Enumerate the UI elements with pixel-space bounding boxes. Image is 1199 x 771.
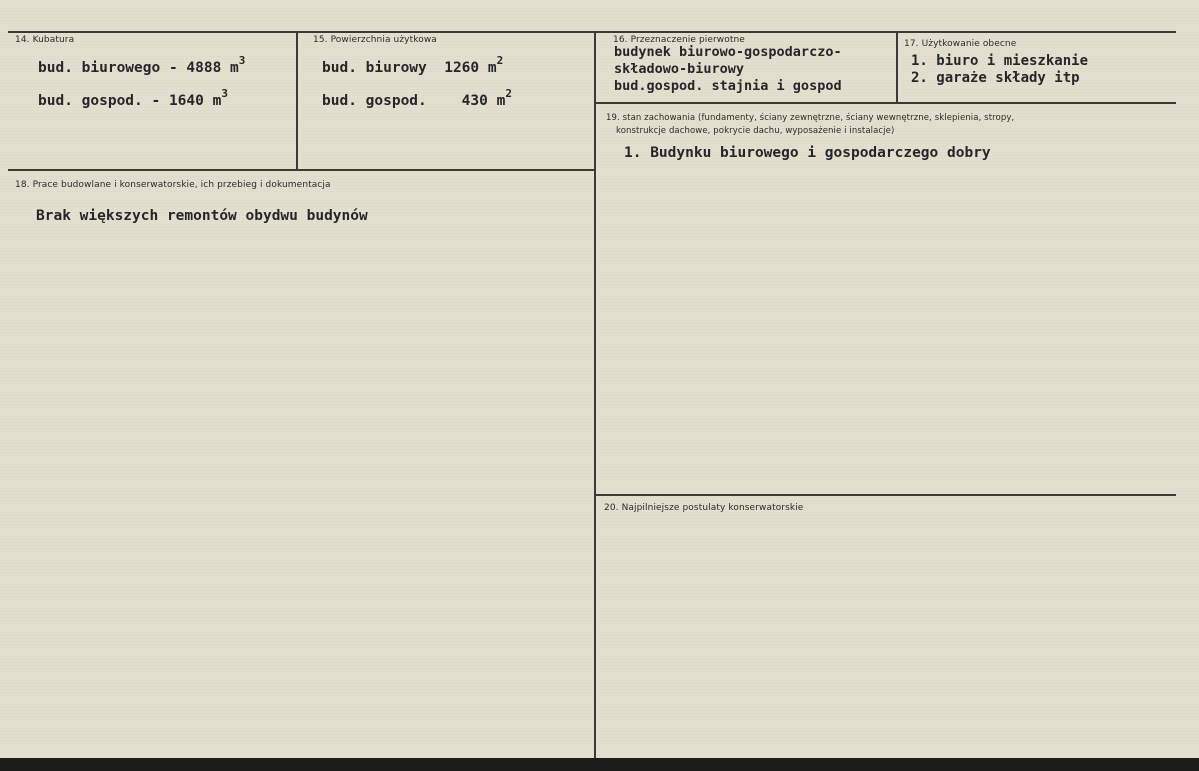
field17-line1: 1. biuro i mieszkanie [911,53,1089,69]
field14-15-divider [296,31,298,169]
field16-17-bottom-line [596,102,1176,104]
field19-label-line2: konstrukcje dachowe, pokrycie dachu, wyposażenie i instalacje) [616,126,895,136]
field16-17-divider [896,31,898,102]
field16-label: 16. Przeznaczenie pierwotne [613,35,745,45]
field14-line1: bud. biurowego - 4888 $m^3$ [38,54,246,76]
row1-bottom-line [8,169,596,171]
scan-edge [0,758,1199,771]
main-column-divider [594,31,596,758]
field14-label: 14. Kubatura [15,35,75,45]
field18-text: Brak większych remontów obydwu budynów [36,208,368,224]
field20-label: 20. Najpilniejsze postulaty konserwatorskie [604,503,804,513]
field15-line2: bud. gospod. 430 $m^2$ [322,87,512,109]
field19-text: 1. Budynku biurowego i gospodarczego dobry [624,145,991,161]
field17-label: 17. Użytkowanie obecne [904,39,1017,49]
field18-label: 18. Prace budowlane i konserwatorskie, ich przebieg i dokumentacja [15,180,331,190]
field17-line2: 2. garaże składy itp [911,70,1080,86]
top-border-line [8,31,1176,33]
field16-line3: bud.gospod. stajnia i gospod [614,78,842,94]
field19-label-line1: 19. stan zachowania (fundamenty, ściany zewnętrzne, ściany wewnętrzne, sklepienia, stropy, [606,113,1015,123]
field19-bottom-line [596,494,1176,496]
field16-line2: składowo-biurowy [614,61,745,77]
field15-label: 15. Powierzchnia użytkowa [313,35,437,45]
field16-line1: budynek biurowo-gospodarczo- [614,44,842,60]
field14-line2: bud. gospod. - 1640 $m^3$ [38,87,228,109]
field15-line1: bud. biurowy 1260 $m^2$ [322,54,504,76]
